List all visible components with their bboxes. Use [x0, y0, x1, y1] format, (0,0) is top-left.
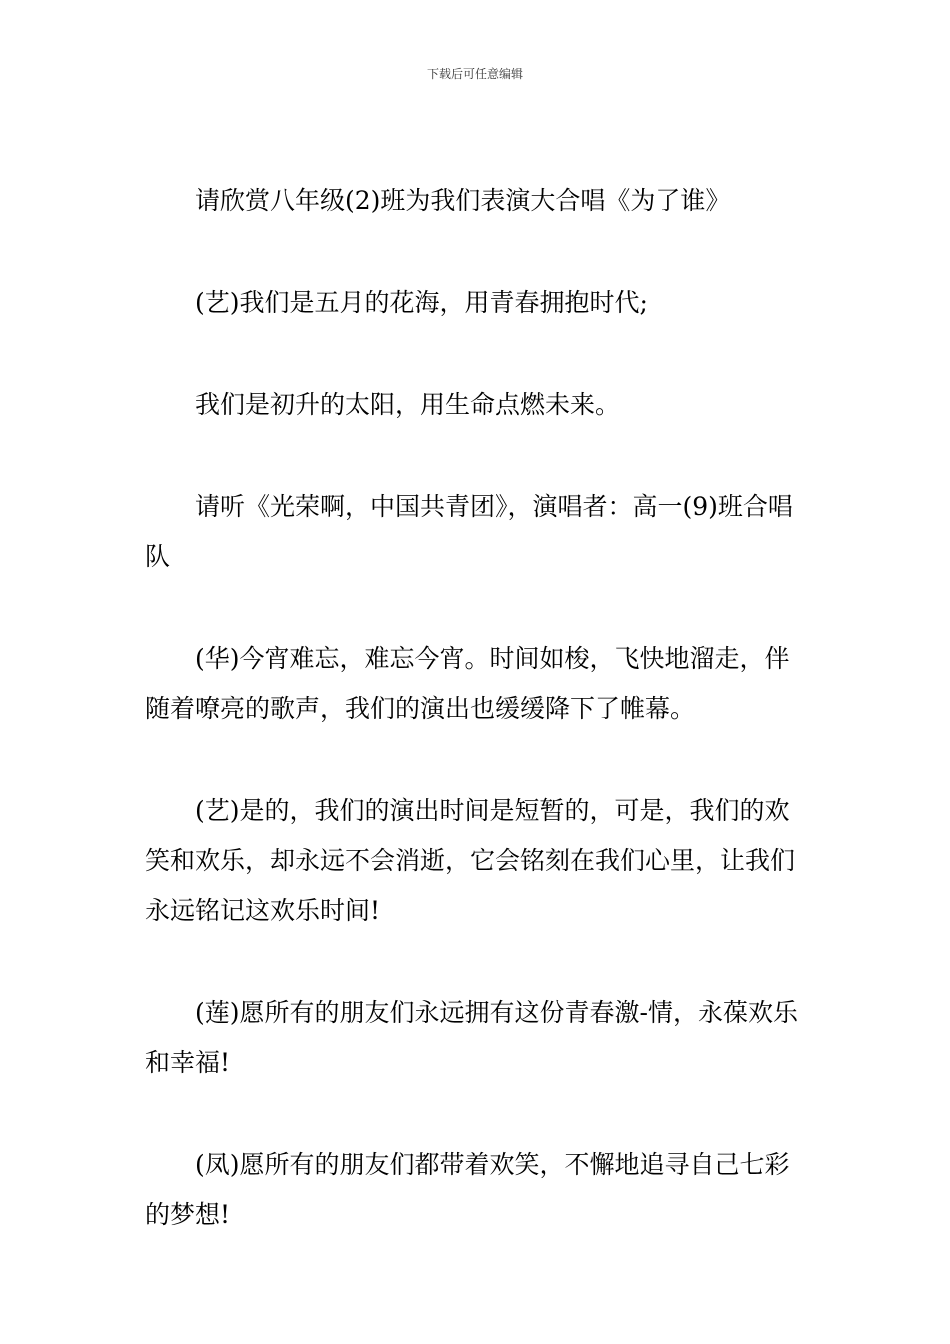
paragraph: (艺)是的，我们的演出时间是短暂的，可是，我们的欢笑和欢乐，却永远不会消逝，它会铭刻在我们心里，让我们永远铭记这欢乐时间! [145, 796, 796, 925]
paragraph: 请欣赏八年级(2)班为我们表演大合唱《为了谁》 [195, 186, 731, 215]
paragraph: (莲)愿所有的朋友们永远拥有这份青春激-情，永葆欢乐和幸福! [145, 998, 798, 1077]
paragraph: (凤)愿所有的朋友们都带着欢笑，不懈地追寻自己七彩的梦想! [145, 1150, 790, 1229]
document-body [145, 176, 811, 1292]
page-header-note: 下载后可任意编辑 [426, 67, 523, 81]
paragraph: (华)今宵难忘，难忘今宵。时间如梭，飞快地溜走，伴随着嘹亮的歌声，我们的演出也缓缓降下了帷幕。 [145, 644, 790, 723]
paragraph: (艺)我们是五月的花海，用青春拥抱时代; [195, 288, 648, 317]
paragraph: 我们是初升的太阳，用生命点燃未来。 [195, 390, 621, 419]
paragraph: 请听《光荣啊，中国共青团》，演唱者：高一(9)班合唱队 [145, 492, 793, 571]
